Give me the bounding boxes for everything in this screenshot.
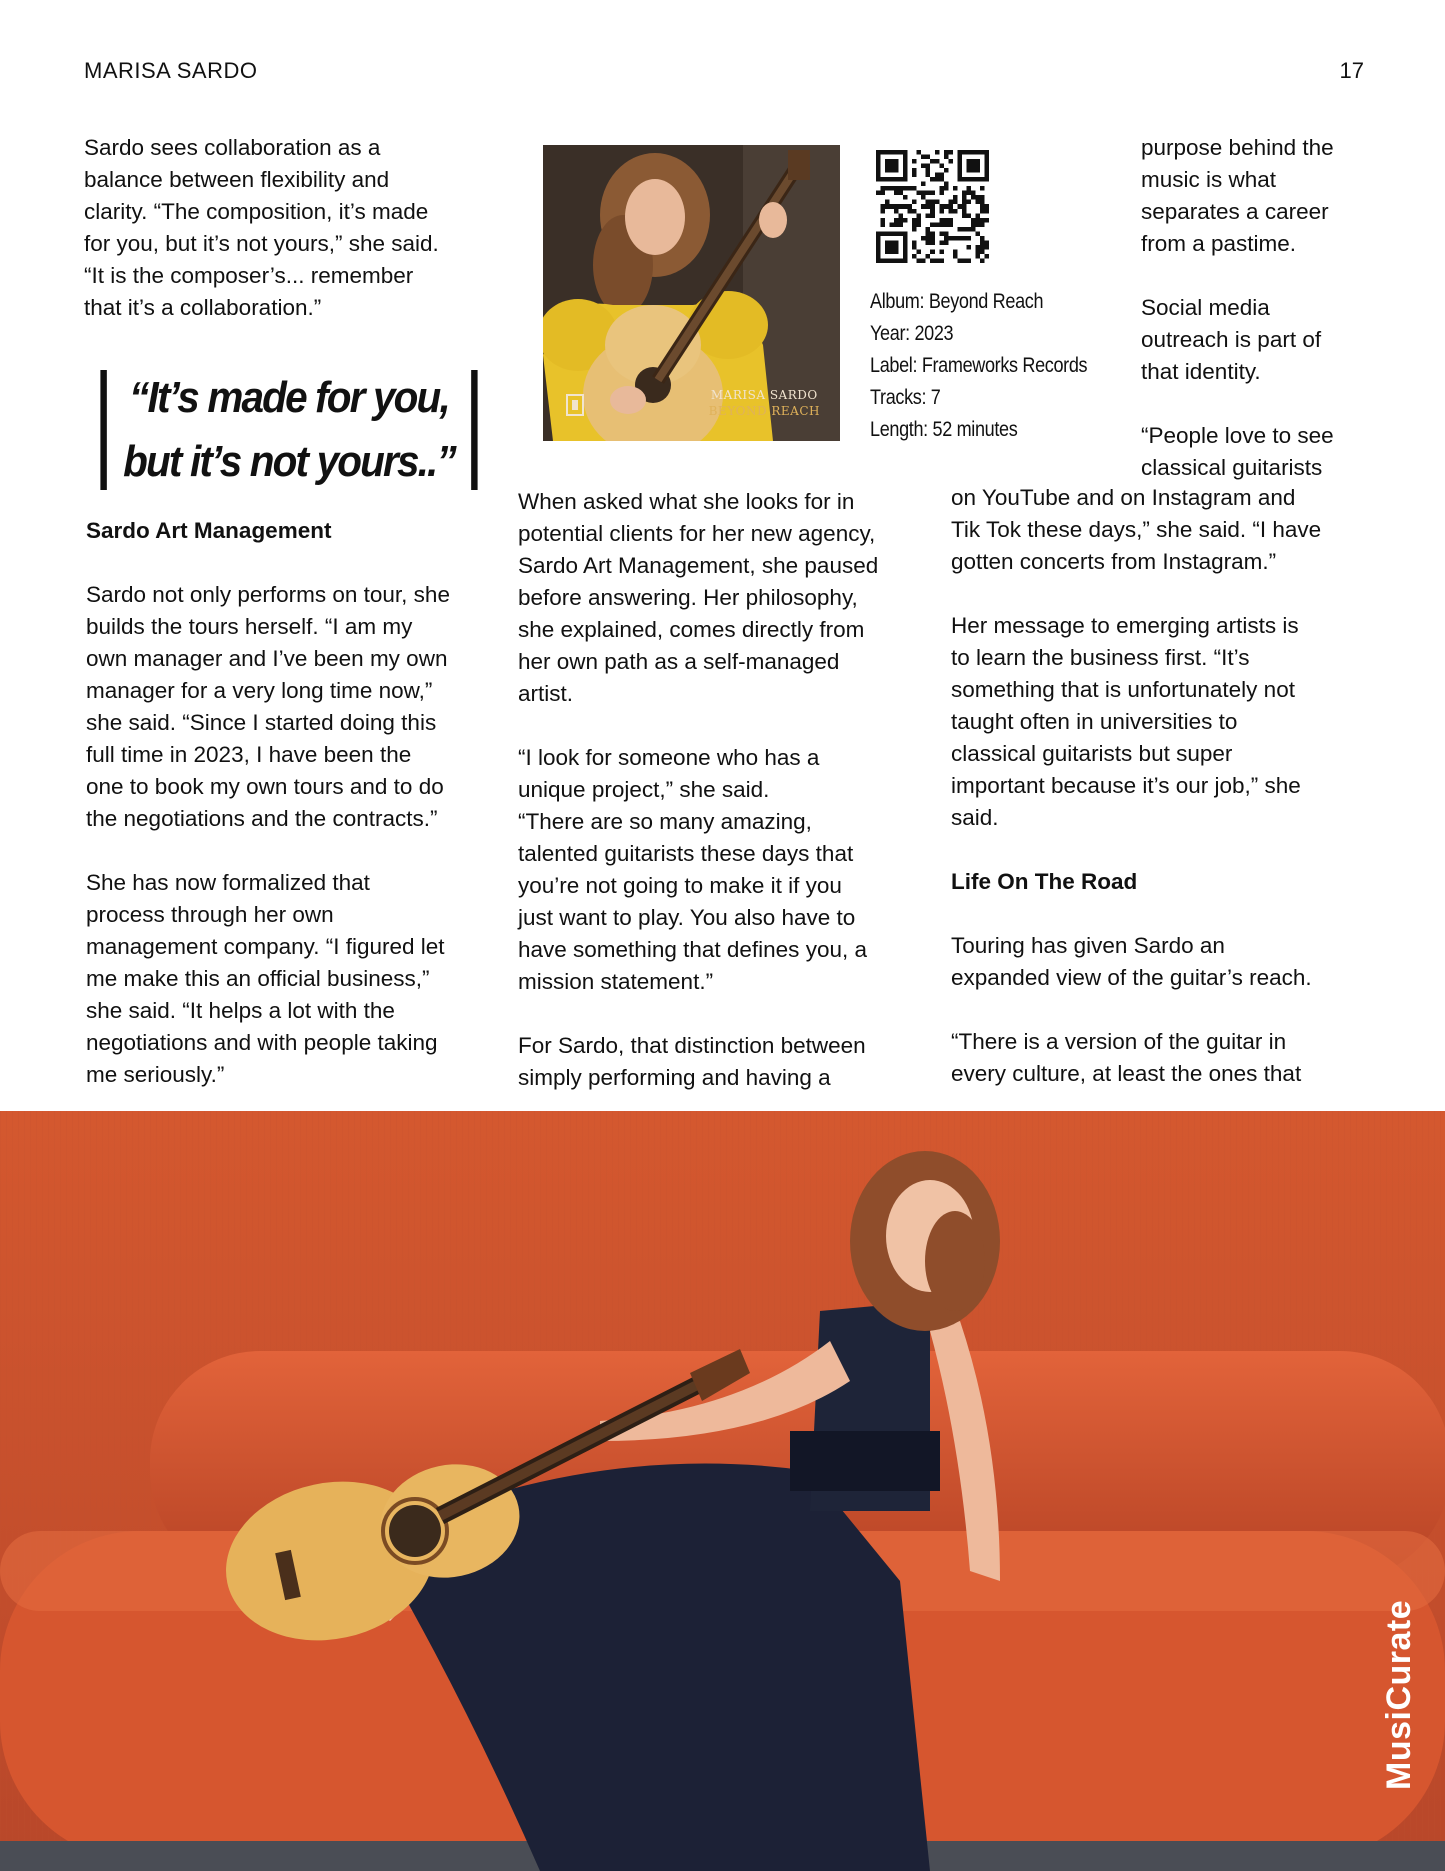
paragraph: She has now formalized that process through her own management company. “I figured let me make this an official business,” she said. “It helps a lot with the negotiations and with people taking me seriously.” [86, 870, 445, 1087]
paragraph: purpose behind the music is what separates a career from a pastime. [1141, 135, 1334, 256]
paragraph: Her message to emerging artists is to learn the business first. “It’s something that is unfortunately not taught often in universities to classical guitarists but super important because it’s our job,” she said. [951, 613, 1301, 830]
page-number: 17 [1339, 58, 1364, 83]
album-detail-label: Label: Frameworks Records [870, 354, 1088, 377]
column-3-narrow [1141, 132, 1371, 484]
paragraph: “I look for someone who has a unique project,” she said. “There are so many amazing, talented guitarists these days that you’re not going to make it if you just want to play. You also have to have something that defines you, a mission statement.” [518, 745, 867, 994]
column-3 [951, 482, 1371, 1090]
paragraph: “There is a version of the guitar in every culture, at least the ones that [951, 1029, 1302, 1086]
paragraph: Touring has given Sardo an expanded view of the guitar’s reach. [951, 933, 1312, 990]
brand-logo: MusiCurate [1380, 1599, 1418, 1790]
album-detail-name: Album: Beyond Reach [870, 290, 1044, 313]
paragraph: When asked what she looks for in potential clients for her new agency, Sardo Art Management, she paused before answering. Her philosophy, she explained, comes directly from her own path as a self-managed artist. [518, 489, 879, 706]
album-detail-length: Length: 52 minutes [870, 418, 1018, 441]
album-cover-text: MARISA SARDO BEYOND REACH [708, 388, 820, 418]
column-2 [518, 486, 928, 1094]
feature-photo [0, 1111, 1445, 1871]
frameworks-logo-icon [561, 391, 589, 419]
running-head: MARISA SARDO [84, 58, 258, 83]
qr-code-icon[interactable] [876, 150, 989, 263]
column-1-intro [84, 132, 494, 324]
column-1-body [86, 515, 506, 1091]
album-detail-tracks: Tracks: 7 [870, 386, 941, 409]
section-heading-road: Life On The Road [951, 869, 1138, 894]
paragraph: “People love to see classical guitarists [1141, 423, 1334, 480]
paragraph: For Sardo, that distinction between simply performing and having a [518, 1033, 866, 1090]
section-heading-agency: Sardo Art Management [86, 518, 332, 543]
album-details [870, 286, 1087, 446]
album-cover [543, 145, 840, 441]
pull-quote: “It’s made for you, but it’s not yours..” [100, 370, 477, 490]
album-detail-year: Year: 2023 [870, 322, 954, 345]
intro-paragraph: Sardo sees collaboration as a balance between flexibility and clarity. “The composition, it’s made for you, but it’s not yours,” she said. “It is the composer’s... remember that it’s a collaboration.” [84, 135, 439, 320]
photo-illustration [0, 1111, 1445, 1871]
paragraph: on YouTube and on Instagram and Tik Tok these days,” she said. “I have gotten concerts from Instagram.” [951, 485, 1322, 574]
paragraph: Social media outreach is part of that identity. [1141, 295, 1322, 384]
paragraph: Sardo not only performs on tour, she builds the tours herself. “I am my own manager and I’ve been my own manager for a very long time now,” she said. “Since I started doing this full time in 2023, I have been the one to book my own tours and to do the negotiations and the contracts.” [86, 582, 450, 831]
